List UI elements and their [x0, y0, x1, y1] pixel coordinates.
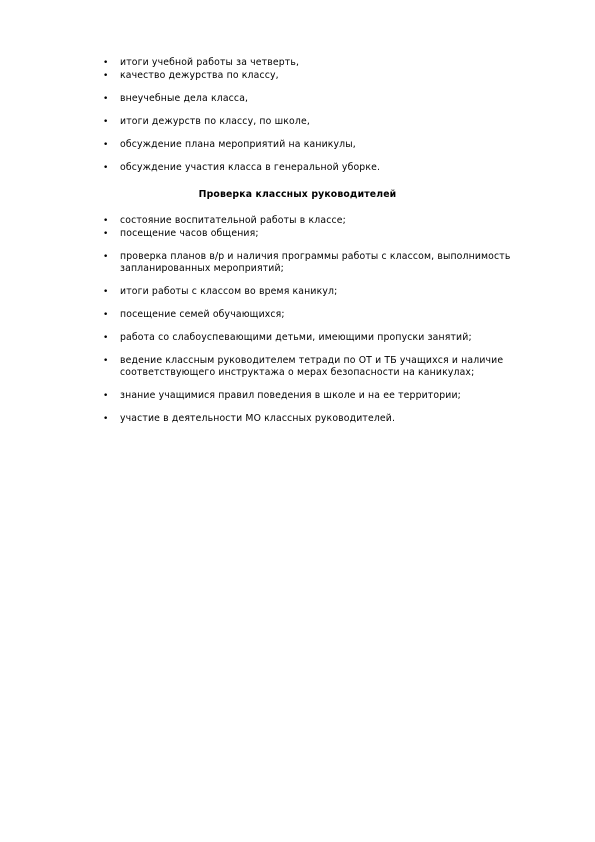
section-heading: Проверка классных руководителей: [198, 189, 397, 200]
list-item-text: внеучебные дела класса,: [120, 93, 249, 104]
list-item-text: знание учащимися правил поведения в школе и на ее территории;: [120, 390, 461, 401]
bullet-icon: •: [103, 58, 109, 68]
list-item-text: обсуждение плана мероприятий на каникулы,: [120, 139, 356, 150]
bullet-icon: •: [103, 252, 109, 262]
list-item: [103, 228, 543, 240]
bullet-icon: •: [103, 140, 109, 150]
list-item: [103, 162, 543, 174]
list-item: [103, 70, 543, 82]
bullet-icon: •: [103, 310, 109, 320]
bullet-icon: •: [103, 356, 109, 366]
list-item-text: состояние воспитательной работы в классе;: [120, 215, 346, 226]
list-item-text: итоги учебной работы за четверть,: [120, 57, 300, 68]
bullet-icon: •: [103, 94, 109, 104]
bullet-icon: •: [103, 414, 109, 424]
bullet-icon: •: [103, 216, 109, 226]
list-item: [103, 332, 543, 344]
list-item: [103, 93, 543, 105]
list-item-text: посещение часов общения;: [120, 228, 259, 239]
list-item: [103, 57, 543, 69]
list-item-text: итоги дежурств по классу, по школе,: [120, 116, 310, 127]
bullet-icon: •: [103, 229, 109, 239]
list-item: [103, 116, 543, 128]
list-item: [103, 251, 543, 275]
bullet-icon: •: [103, 71, 109, 81]
bullet-icon: •: [103, 333, 109, 343]
list-item-text: работа со слабоуспевающими детьми, имеющими пропуски занятий;: [120, 332, 472, 343]
bullet-icon: •: [103, 287, 109, 297]
list-item-text: обсуждение участия класса в генеральной уборке.: [120, 162, 381, 173]
list-item-text: итоги работы с классом во время каникул;: [120, 286, 338, 297]
list-item: [103, 390, 543, 402]
bullet-icon: •: [103, 117, 109, 127]
list-item: [103, 139, 543, 151]
list-item: [103, 286, 543, 298]
list-item-text: посещение семей обучающихся;: [120, 309, 285, 320]
bullet-icon: •: [103, 163, 109, 173]
list-item: [103, 215, 543, 227]
list-item: [103, 413, 543, 425]
list-item-text: качество дежурства по классу,: [120, 70, 279, 81]
list-item-text: проверка планов в/р и наличия программы работы с классом, выполнимость запланированных мероприятий;: [120, 251, 511, 274]
bullet-icon: •: [103, 391, 109, 401]
list-item-text: участие в деятельности МО классных руководителей.: [120, 413, 396, 424]
list-item: [103, 355, 543, 379]
list-item-text: ведение классным руководителем тетради по ОТ и ТБ учащихся и наличие соответствующего инструктажа о мерах безопасности на каникулах;: [120, 355, 504, 378]
list-item: [103, 309, 543, 321]
